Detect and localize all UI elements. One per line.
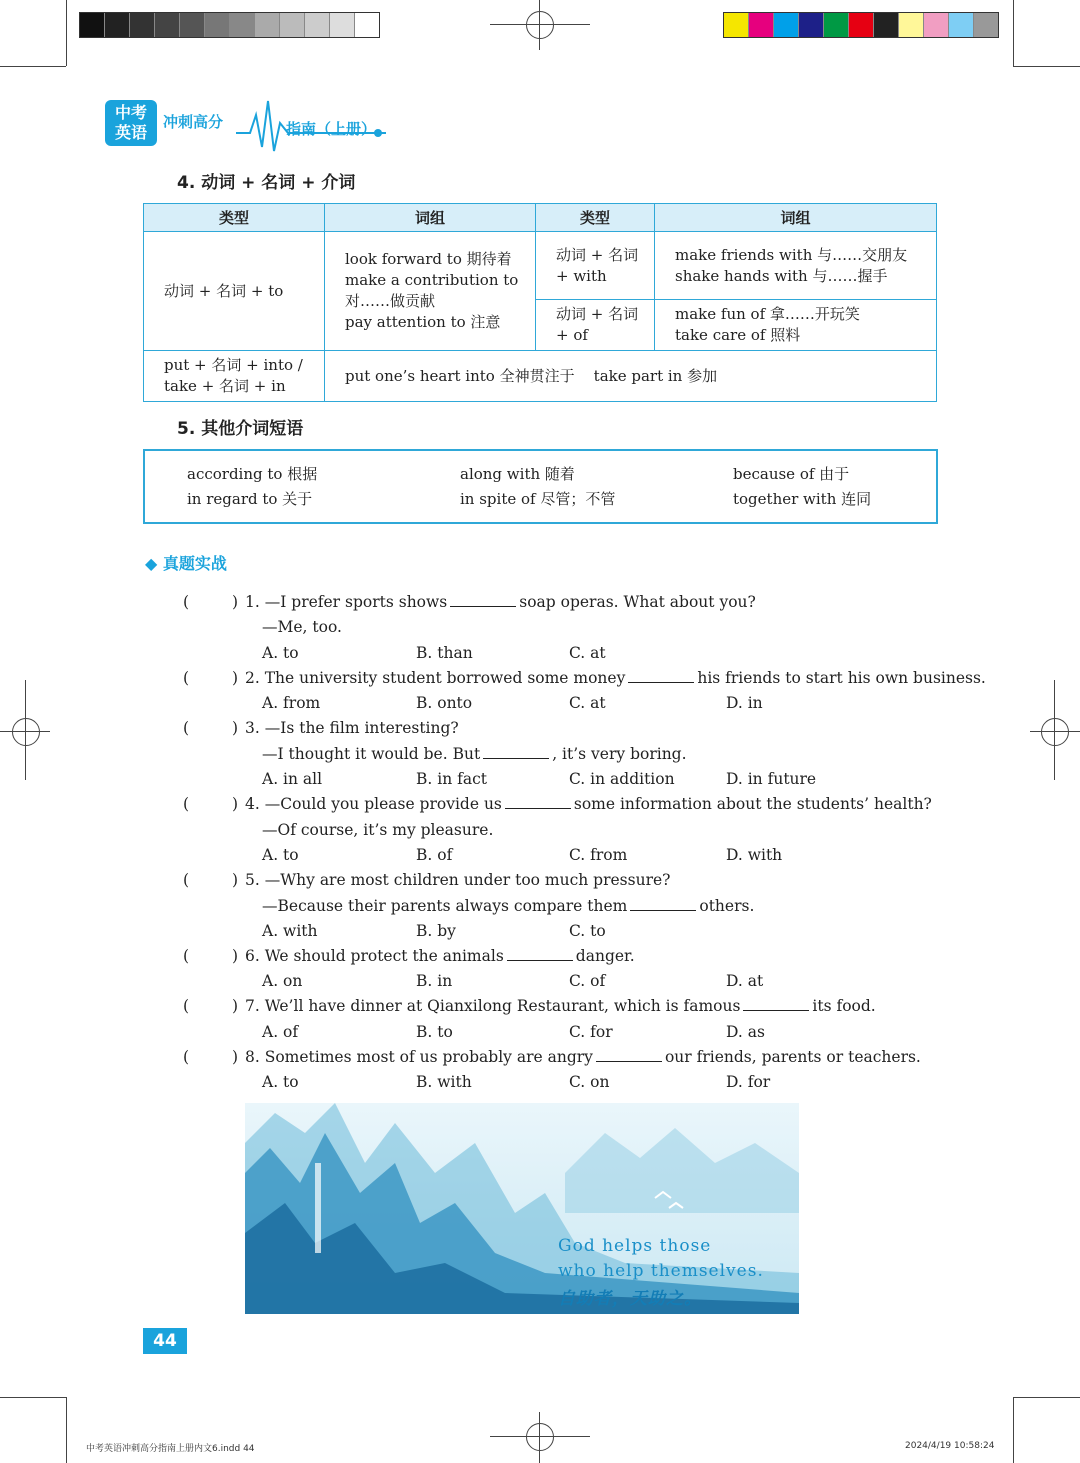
option: B. with	[416, 1073, 472, 1091]
option: C. at	[569, 694, 606, 712]
cmyk-color-bar	[723, 12, 999, 38]
option: C. for	[569, 1023, 613, 1041]
option: C. of	[569, 972, 606, 990]
table-cell-type: 动词 + 名词 + of	[536, 300, 655, 351]
option: C. in addition	[569, 770, 675, 788]
option: A. from	[262, 694, 321, 712]
answer-paren-open[interactable]: (	[183, 871, 190, 889]
answer-paren-close: )	[232, 997, 239, 1015]
option: D. as	[726, 1023, 765, 1041]
answer-blank	[505, 796, 571, 809]
option: B. by	[416, 922, 456, 940]
answer-paren-close: )	[232, 947, 239, 965]
footer-timestamp: 2024/4/19 10:58:24	[905, 1441, 995, 1451]
answer-paren-open[interactable]: (	[183, 669, 190, 687]
option: A. in all	[262, 770, 323, 788]
table-cell-phrases: make friends with 与……交朋友 shake hands with 与……握手	[655, 232, 937, 300]
verb-noun-prep-table	[143, 203, 937, 402]
answer-paren-close: )	[232, 1048, 239, 1066]
answer-blank	[628, 670, 694, 683]
answer-blank	[450, 594, 516, 607]
section-4-title: 4. 动词 + 名词 + 介词	[177, 173, 356, 193]
table-header: 词组	[655, 204, 937, 232]
answer-blank	[483, 746, 549, 759]
prep-phrase-box	[143, 449, 938, 524]
option: B. in fact	[416, 770, 487, 788]
option: A. to	[262, 1073, 299, 1091]
table-header: 词组	[325, 204, 536, 232]
option: A. on	[262, 972, 303, 990]
option: B. onto	[416, 694, 473, 712]
phrase-column: because of 由于 together with 连同	[733, 465, 872, 508]
answer-paren-open[interactable]: (	[183, 795, 190, 813]
option: D. for	[726, 1073, 771, 1091]
book-logo: 中考 英语	[105, 100, 157, 146]
question-stem: 4. —Could you please provide us some information about the students’ health?	[245, 795, 932, 813]
option: D. in	[726, 694, 763, 712]
grayscale-color-bar	[79, 12, 380, 38]
question-stem: 8. Sometimes most of us probably are angry our friends, parents or teachers.	[245, 1048, 921, 1066]
table-cell-type: 动词 + 名词 + with	[536, 232, 655, 300]
phrase-column: according to 根据 in regard to 关于	[187, 465, 318, 508]
answer-paren-close: )	[232, 669, 239, 687]
option: B. to	[416, 1023, 453, 1041]
question-stem: 6. We should protect the animals danger.	[245, 947, 635, 965]
option: C. to	[569, 922, 606, 940]
option: A. to	[262, 644, 299, 662]
option: C. from	[569, 846, 628, 864]
option: C. at	[569, 644, 606, 662]
answer-paren-close: )	[232, 719, 239, 737]
brand-title-right: 指南（上册）	[286, 120, 377, 138]
option: C. on	[569, 1073, 610, 1091]
table-cell-type: put + 名词 + into / take + 名词 + in	[144, 351, 325, 402]
question-line: —Of course, it’s my pleasure.	[262, 821, 494, 839]
answer-blank	[630, 898, 696, 911]
table-header: 类型	[144, 204, 325, 232]
footer-file-info: 中考英语冲刺高分指南上册内文6.indd 44	[86, 1444, 255, 1454]
answer-paren-open[interactable]: (	[183, 719, 190, 737]
answer-blank	[743, 998, 809, 1011]
option: A. of	[262, 1023, 299, 1041]
answer-paren-open[interactable]: (	[183, 947, 190, 965]
question-line: —Because their parents always compare them others.	[262, 897, 755, 915]
option: B. than	[416, 644, 473, 662]
question-stem: 1. —I prefer sports shows soap operas. What about you?	[245, 593, 756, 611]
table-cell-phrases: look forward to 期待着 make a contribution to 对……做贡献 pay attention to 注意	[325, 232, 536, 351]
answer-paren-close: )	[232, 871, 239, 889]
practice-title: ◆ 真题实战	[145, 554, 227, 573]
page-number: 44	[143, 1328, 187, 1354]
quote-line: who help themselves.	[558, 1261, 764, 1281]
question-line: —I thought it would be. But , it’s very boring.	[262, 745, 687, 763]
table-header-row	[144, 204, 937, 232]
answer-paren-close: )	[232, 593, 239, 611]
question-stem: 3. —Is the film interesting?	[245, 719, 459, 737]
answer-paren-open[interactable]: (	[183, 1048, 190, 1066]
table-cell-phrases: put one’s heart into 全神贯注于 take part in 参加	[325, 351, 937, 402]
quote-chinese: 自助者，天助之。	[558, 1289, 702, 1309]
question-line: —Me, too.	[262, 618, 342, 636]
option: A. to	[262, 846, 299, 864]
table-header: 类型	[536, 204, 655, 232]
option: B. of	[416, 846, 453, 864]
table-cell-phrases: make fun of 拿……开玩笑 take care of 照料	[655, 300, 937, 351]
answer-blank	[507, 948, 573, 961]
answer-paren-open[interactable]: (	[183, 997, 190, 1015]
answer-blank	[596, 1049, 662, 1062]
option: D. in future	[726, 770, 817, 788]
question-stem: 2. The university student borrowed some money his friends to start his own business.	[245, 669, 986, 687]
phrase-column: along with 随着 in spite of 尽管；不管	[460, 465, 616, 508]
section-5-title: 5. 其他介词短语	[177, 419, 304, 439]
answer-paren-close: )	[232, 795, 239, 813]
quote-line: God helps those	[558, 1236, 712, 1256]
table-cell-type: 动词 + 名词 + to	[144, 232, 325, 351]
answer-paren-open[interactable]: (	[183, 593, 190, 611]
option: D. at	[726, 972, 764, 990]
mountain-landscape-icon	[245, 1103, 799, 1314]
question-stem: 7. We’ll have dinner at Qianxilong Restaurant, which is famous its food.	[245, 997, 876, 1015]
option: A. with	[262, 922, 318, 940]
option: D. with	[726, 846, 783, 864]
landscape-image	[245, 1103, 799, 1314]
option: B. in	[416, 972, 453, 990]
brand-title-left: 冲刺高分	[163, 113, 224, 131]
question-stem: 5. —Why are most children under too much pressure?	[245, 871, 671, 889]
